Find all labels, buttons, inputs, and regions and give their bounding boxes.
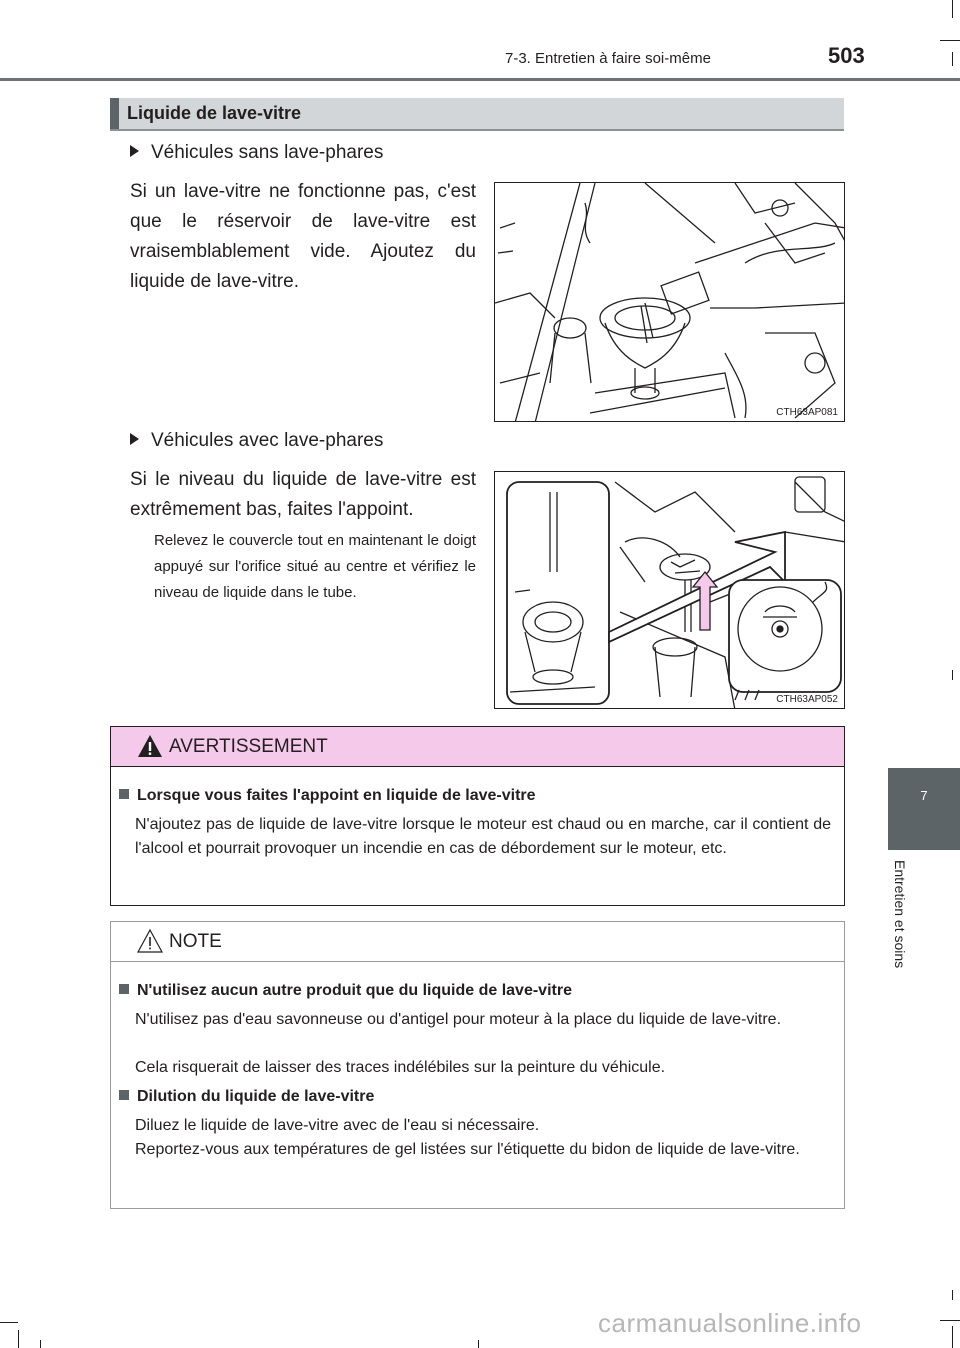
note-item-body: N'utilisez pas d'eau savonneuse ou d'antigel pour moteur à la place du liquide de lave-vitre. <box>135 1011 782 1028</box>
illustration-level-check <box>494 471 845 709</box>
page-number: 503 <box>828 43 865 68</box>
section-title-bar <box>110 98 844 131</box>
warning-header <box>111 727 844 767</box>
note-title: NOTE <box>169 931 222 952</box>
triangle-bullet-icon <box>130 145 139 157</box>
note-item-title <box>119 982 572 1000</box>
chapter-label-container <box>892 860 922 1010</box>
subsection-paragraph-1: Si un lave-vitre ne fonctionne pas, c'est que le réservoir de lave-vitre est vraisemblablement vide. Ajoutez du liquide de lave-vitre. <box>130 181 476 292</box>
subsection-heading-text: Véhicules sans lave-phares <box>151 142 384 163</box>
warning-box <box>110 726 845 906</box>
crop-mark <box>940 40 960 41</box>
crop-mark <box>40 1340 41 1348</box>
image-code: CTH63AP081 <box>776 407 838 418</box>
watermark: carmanualsonline.info <box>598 1308 862 1338</box>
header-rule <box>0 78 960 81</box>
subsection-paragraph-2: Si le niveau du liquide de lave-vitre est extrêmement bas, faites l'appoint. <box>130 469 476 520</box>
warning-title: AVERTISSEMENT <box>169 736 328 757</box>
note-header <box>111 922 844 962</box>
caution-triangle-icon <box>137 928 163 954</box>
warning-item-title-text: Lorsque vous faites l'appoint en liquide de lave-vitre <box>137 787 536 804</box>
funnel-drawing <box>495 183 845 422</box>
subsection-heading-2 <box>130 430 383 452</box>
chapter-label: Entretien et soins <box>892 860 908 969</box>
note-item-title-text: Dilution du liquide de lave-vitre <box>137 1088 375 1105</box>
crop-mark <box>952 670 953 680</box>
section-title: Liquide de lave-vitre <box>127 103 302 123</box>
crop-mark <box>478 1340 479 1348</box>
note-box <box>110 921 845 1209</box>
level-check-drawing <box>495 472 845 709</box>
running-header-section: 7-3. Entretien à faire soi-même <box>505 50 711 67</box>
illustration-refill-funnel <box>494 182 845 422</box>
crop-mark <box>952 52 953 66</box>
crop-mark <box>952 1326 953 1348</box>
warning-triangle-icon <box>137 733 163 759</box>
square-bullet-icon <box>119 1090 129 1100</box>
note-item-title-text: N'utilisez aucun autre produit que du liquide de lave-vitre <box>137 982 572 999</box>
crop-mark <box>940 1320 960 1321</box>
triangle-bullet-icon <box>130 433 139 445</box>
chapter-tab <box>888 768 960 850</box>
note-item-body: Diluez le liquide de lave-vitre avec de l'eau si nécessaire. <box>135 1117 540 1134</box>
warning-item-title <box>119 787 536 805</box>
crop-mark <box>18 1330 19 1348</box>
warning-item-body: N'ajoutez pas de liquide de lave-vitre lorsque le moteur est chaud ou en marche, car il contient de l'alcool et pourrait provoquer un incendie en cas de débordement sur le moteur, etc. <box>135 816 831 857</box>
note-item-title <box>119 1088 374 1106</box>
section-marker <box>110 98 119 129</box>
chapter-number: 7 <box>920 788 928 803</box>
crop-mark <box>952 1290 953 1300</box>
subsection-heading-1 <box>130 142 383 164</box>
square-bullet-icon <box>119 789 129 799</box>
subsection-heading-text: Véhicules avec lave-phares <box>151 430 384 451</box>
note-item-body: Cela risquerait de laisser des traces indélébiles sur la peinture du véhicule. <box>135 1059 666 1076</box>
square-bullet-icon <box>119 984 129 994</box>
instruction-text: Relevez le couvercle tout en maintenant le doigt appuyé sur l'orifice situé au centre et vérifiez le niveau de liquide dans le tube. <box>154 532 476 601</box>
crop-mark <box>0 1322 18 1323</box>
note-item-body: Reportez-vous aux températures de gel listées sur l'étiquette du bidon de liquide de lave-vitre. <box>135 1141 800 1158</box>
image-code: CTH63AP052 <box>776 694 838 705</box>
crop-mark <box>952 0 953 18</box>
